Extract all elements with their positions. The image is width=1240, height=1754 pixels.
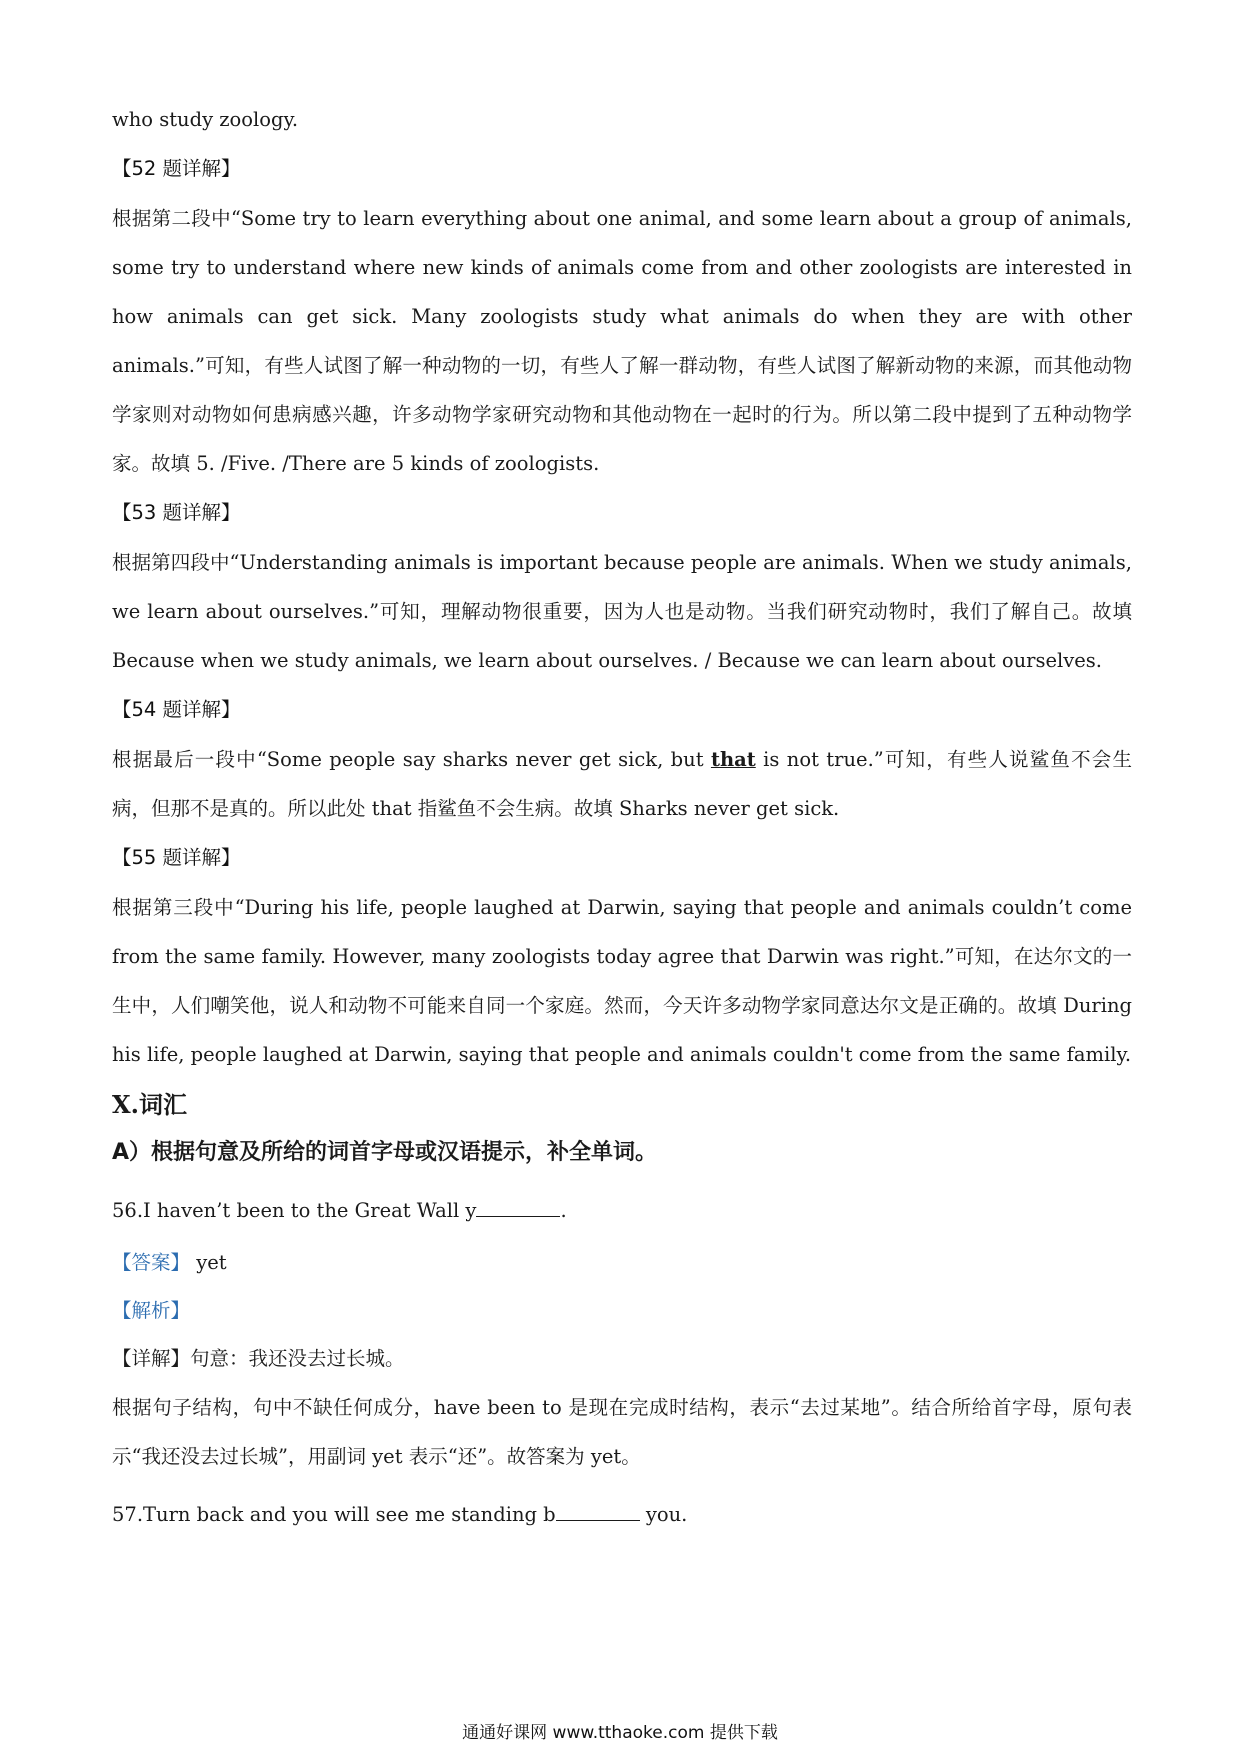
q57-prefix: 57.Turn back and you will see me standing b bbox=[112, 1503, 556, 1526]
q56-answer-tag: 【答案】 bbox=[112, 1251, 191, 1274]
q54-text-after: is not true.”可知，有些人说鲨鱼不会生病，但那不是真的。所以此处 that 指鲨鱼不会生病。故填 Sharks never get sick. bbox=[112, 748, 1133, 820]
page-footer: 通通好课网 www.tthaoke.com 提供下载 bbox=[462, 1723, 778, 1743]
q56-explanation: 根据句子结构，句中不缺任何成分，have been to 是现在完成时结构，表示“去过某地”。结合所给首字母，原句表示“我还没去过长城”，用副词 yet 表示“还”。故答案为 yet。 bbox=[112, 1396, 1132, 1468]
q56-detail: 【详解】句意：我还没去过长城。 bbox=[112, 1347, 405, 1370]
q55-explanation: 根据第三段中“During his life, people laughed at Darwin, saying that people and animals couldn’t come from the same family. However, many zoologists today agree that Darwin was right.”可知，在达尔文的一生中，人们嘲笑他，说人和动物不可能来自同一个家庭。然而，今天许多动物学家同意达尔文是正确的。故填 During his life, people laughed at Darwin, saying that people and animals couldn't come from the same family. bbox=[112, 896, 1132, 1066]
q56-suffix: . bbox=[560, 1199, 567, 1222]
q57-question bbox=[112, 1487, 1132, 1543]
q56-analysis-line bbox=[112, 1287, 1132, 1335]
q56-blank bbox=[476, 1198, 560, 1217]
intro-line: who study zoology. bbox=[112, 108, 299, 131]
q53-explanation: 根据第四段中“Understanding animals is important because people are animals. When we study animals, we learn about ourselves.”可知，理解动物很重要，因为人也是动物。当我们研究动物时，我们了解自己。故填 Because when we study animals, we learn about ourselves. / Because we can learn about ourselves. bbox=[112, 551, 1132, 672]
q54-heading: 【54 题详解】 bbox=[112, 698, 241, 721]
q54-text-before: 根据最后一段中“Some people say sharks never get sick, but bbox=[112, 748, 711, 771]
q54-explanation bbox=[112, 735, 1132, 833]
q56-answer: yet bbox=[190, 1251, 227, 1274]
q53-heading: 【53 题详解】 bbox=[112, 501, 241, 524]
document-content bbox=[112, 96, 1132, 1543]
section-x-instruction: A）根据句意及所给的词首字母或汉语提示，补全单词。 bbox=[112, 1140, 658, 1165]
q56-prefix: 56.I haven’t been to the Great Wall y bbox=[112, 1199, 477, 1222]
q52-heading: 【52 题详解】 bbox=[112, 157, 241, 180]
q56-analysis-tag: 【解析】 bbox=[112, 1299, 191, 1322]
q56-answer-line bbox=[112, 1239, 1132, 1287]
q57-blank bbox=[556, 1502, 640, 1521]
q54-emphasized-word: that bbox=[710, 748, 756, 771]
q55-heading: 【55 题详解】 bbox=[112, 846, 241, 869]
q52-explanation: 根据第二段中“Some try to learn everything about one animal, and some learn about a group of animals, some try to understand where new kinds of animals come from and other zoologists are interested in how animals can get sick. Many zoologists study what animals do when they are with other animals.”可知，有些人试图了解一种动物的一切，有些人了解一群动物，有些人试图了解新动物的来源，而其他动物学家则对动物如何患病感兴趣，许多动物学家研究动物和其他动物在一起时的行为。所以第二段中提到了五种动物学家。故填 5. /Five. /There are 5 kinds of zoologists. bbox=[112, 207, 1132, 475]
section-x-title: X.词汇 bbox=[112, 1090, 187, 1119]
q57-suffix: you. bbox=[639, 1503, 688, 1526]
q56-question bbox=[112, 1183, 1132, 1239]
